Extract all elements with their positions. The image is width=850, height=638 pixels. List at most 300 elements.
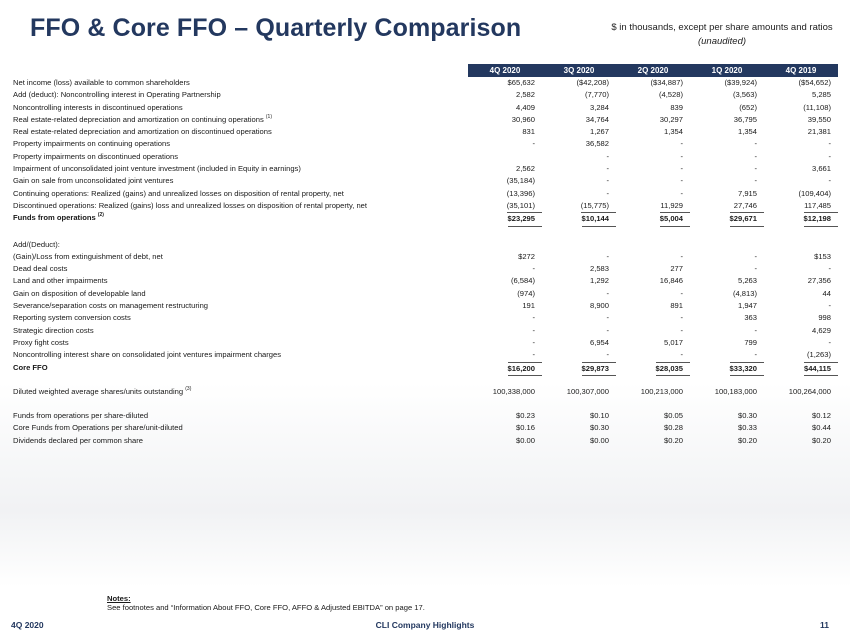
value-text: - xyxy=(680,313,683,323)
value-cell xyxy=(542,422,616,434)
value-text: (35,101) xyxy=(507,200,542,213)
value-cell xyxy=(764,126,838,138)
value-cell xyxy=(468,435,542,447)
value-text: 100,183,000 xyxy=(714,386,757,396)
value-text: 4,629 xyxy=(811,325,831,335)
row-label-text: (Gain)/Loss from extinguishment of debt, net xyxy=(13,251,163,261)
value-cell xyxy=(690,300,764,312)
value-text: $0.44 xyxy=(811,423,831,433)
value-cell xyxy=(764,275,838,287)
value-text: $28,035 xyxy=(656,362,690,376)
table-row xyxy=(13,200,839,212)
value-text: 117,485 xyxy=(804,200,838,213)
value-text: - xyxy=(680,349,690,362)
value-text: 1,292 xyxy=(589,276,609,286)
total-row xyxy=(13,362,839,374)
row-label xyxy=(13,337,468,349)
value-cell xyxy=(616,275,690,287)
row-label xyxy=(13,300,468,312)
value-cell xyxy=(616,300,690,312)
row-label-text: Funds from operations xyxy=(13,213,96,223)
value-cell xyxy=(542,239,616,251)
value-cell xyxy=(468,422,542,434)
value-cell xyxy=(764,114,838,126)
column-header: 3Q 2020 xyxy=(542,64,616,77)
value-cell xyxy=(764,263,838,275)
value-cell xyxy=(690,263,764,275)
value-cell xyxy=(468,410,542,422)
value-text: - xyxy=(532,349,542,362)
value-text: 1,947 xyxy=(737,301,757,311)
value-cell xyxy=(616,239,690,251)
table-row xyxy=(13,175,839,187)
value-text: 2,582 xyxy=(515,90,535,100)
value-cell xyxy=(764,362,838,374)
value-cell xyxy=(616,435,690,447)
value-text: $12,198 xyxy=(804,212,838,226)
row-label xyxy=(13,89,468,101)
value-cell xyxy=(690,175,764,187)
value-cell xyxy=(542,114,616,126)
value-text: $0.28 xyxy=(663,423,683,433)
table-row xyxy=(13,188,839,200)
value-text: $272 xyxy=(518,251,535,261)
value-cell xyxy=(542,263,616,275)
row-label xyxy=(13,114,468,126)
value-text: (4,528) xyxy=(658,90,683,100)
value-text: $10,144 xyxy=(582,212,616,226)
value-text: 277 xyxy=(670,264,683,274)
value-cell xyxy=(764,102,838,114)
value-text: 27,356 xyxy=(807,276,831,286)
value-cell xyxy=(690,163,764,175)
value-text: - xyxy=(680,188,683,198)
value-cell xyxy=(616,212,690,224)
table-row xyxy=(13,410,839,422)
value-text: - xyxy=(532,264,535,274)
table-row xyxy=(13,435,839,447)
value-cell xyxy=(468,163,542,175)
value-cell xyxy=(690,288,764,300)
value-text: - xyxy=(828,151,831,161)
value-cell xyxy=(764,325,838,337)
value-text: - xyxy=(606,349,616,362)
row-label-text: Gain on disposition of developable land xyxy=(13,288,146,298)
value-cell xyxy=(468,325,542,337)
row-label-text: Gain on sale from unconsolidated joint ventures xyxy=(13,176,174,186)
value-cell xyxy=(764,151,838,163)
row-label xyxy=(13,175,468,187)
value-cell xyxy=(764,422,838,434)
value-text: (652) xyxy=(739,102,757,112)
value-text: 1,267 xyxy=(589,127,609,137)
value-cell xyxy=(764,435,838,447)
value-cell xyxy=(542,89,616,101)
section-spacer xyxy=(13,225,839,239)
row-label xyxy=(13,435,468,447)
value-text: (13,396) xyxy=(506,188,535,198)
value-cell xyxy=(468,102,542,114)
value-cell xyxy=(616,422,690,434)
value-cell xyxy=(690,77,764,89)
value-cell xyxy=(764,212,838,224)
value-text: 1,354 xyxy=(663,127,683,137)
value-cell xyxy=(468,175,542,187)
value-text: - xyxy=(754,164,757,174)
row-label xyxy=(13,362,468,374)
value-text: 4,409 xyxy=(515,102,535,112)
value-cell xyxy=(616,200,690,212)
value-cell xyxy=(764,163,838,175)
value-text: - xyxy=(606,325,609,335)
value-cell xyxy=(690,102,764,114)
table-row xyxy=(13,163,839,175)
column-header: 4Q 2019 xyxy=(764,64,838,77)
row-label-text: Diluted weighted average shares/units outstanding xyxy=(13,386,184,396)
row-label xyxy=(13,212,468,224)
ffo-table xyxy=(13,64,839,447)
value-text: - xyxy=(606,288,609,298)
value-text: $0.20 xyxy=(811,435,831,445)
value-text: (4,813) xyxy=(732,288,757,298)
notes xyxy=(107,594,425,612)
value-text: 100,307,000 xyxy=(566,386,609,396)
table-row xyxy=(13,386,839,398)
value-cell xyxy=(690,275,764,287)
value-text: 7,915 xyxy=(737,188,757,198)
value-text: 21,381 xyxy=(807,127,831,137)
row-label xyxy=(13,275,468,287)
row-label-text: Noncontrolling interests in discontinued operations xyxy=(13,102,183,112)
units-line: $ in thousands, except per share amounts and ratios xyxy=(611,22,833,33)
page-title: FFO & Core FFO – Quarterly Comparison xyxy=(30,14,522,42)
value-text: - xyxy=(754,139,757,149)
value-cell xyxy=(616,325,690,337)
value-cell xyxy=(468,138,542,150)
value-cell xyxy=(764,138,838,150)
value-text: 3,661 xyxy=(811,164,831,174)
value-text: ($39,924) xyxy=(724,78,757,87)
table-body xyxy=(13,77,839,447)
footer xyxy=(0,615,850,638)
value-text: $16,200 xyxy=(508,362,542,376)
value-cell xyxy=(764,386,838,398)
value-text: 998 xyxy=(818,313,831,323)
row-label-text: Dividends declared per common share xyxy=(13,435,144,445)
notes-text: See footnotes and “Information About FFO, Core FFO, AFFO & Adjusted EBITDA” on page 17. xyxy=(107,603,425,612)
value-text: $0.00 xyxy=(515,435,535,445)
value-cell xyxy=(616,126,690,138)
value-text: 5,263 xyxy=(737,276,757,286)
value-cell xyxy=(542,151,616,163)
value-cell xyxy=(616,410,690,422)
row-label xyxy=(13,422,468,434)
value-cell xyxy=(690,200,764,212)
value-cell xyxy=(690,362,764,374)
row-label xyxy=(13,188,468,200)
value-text: ($54,652) xyxy=(798,78,831,87)
value-cell xyxy=(764,288,838,300)
value-cell xyxy=(542,312,616,324)
table-row xyxy=(13,126,839,138)
row-label xyxy=(13,151,468,163)
value-text: 27,746 xyxy=(734,200,764,213)
value-cell xyxy=(764,239,838,251)
table-row xyxy=(13,422,839,434)
value-cell xyxy=(616,163,690,175)
value-text: $0.12 xyxy=(811,411,831,421)
row-label xyxy=(13,312,468,324)
table-row xyxy=(13,275,839,287)
value-text: 831 xyxy=(522,127,535,137)
value-text: - xyxy=(754,176,757,186)
table-row xyxy=(13,251,839,263)
value-cell xyxy=(690,89,764,101)
value-cell xyxy=(542,435,616,447)
row-label-text: Severance/separation costs on management restructuring xyxy=(13,301,209,311)
row-label-text: Real estate-related depreciation and amortization on discontinued operations xyxy=(13,127,272,137)
value-text: - xyxy=(606,164,609,174)
column-header: 4Q 2020 xyxy=(468,64,542,77)
value-text: - xyxy=(680,164,683,174)
value-cell xyxy=(468,212,542,224)
value-cell xyxy=(542,163,616,175)
table-row xyxy=(13,288,839,300)
footer-period: 4Q 2020 xyxy=(11,620,44,630)
value-text: - xyxy=(606,188,609,198)
section-spacer xyxy=(13,398,839,410)
value-cell xyxy=(468,349,542,361)
value-cell xyxy=(468,114,542,126)
value-text: - xyxy=(828,176,831,186)
value-cell xyxy=(616,386,690,398)
value-text: $0.33 xyxy=(737,423,757,433)
value-text: $0.23 xyxy=(515,411,535,421)
value-text: 891 xyxy=(670,301,683,311)
value-text: - xyxy=(680,288,683,298)
value-text: - xyxy=(754,325,757,335)
footnote-marker: (2) xyxy=(97,212,104,219)
value-cell xyxy=(764,188,838,200)
table-row xyxy=(13,312,839,324)
row-label-text: Discontinued operations: Realized (gains) loss and unrealized losses on disposition of rental property, net xyxy=(13,200,368,210)
value-text: 8,900 xyxy=(589,301,609,311)
column-header: 2Q 2020 xyxy=(616,64,690,77)
value-text: $0.00 xyxy=(589,435,609,445)
value-cell xyxy=(690,251,764,263)
table-header xyxy=(13,64,839,77)
value-text: - xyxy=(680,151,683,161)
row-label xyxy=(13,138,468,150)
row-label-text: Property impairments on discontinued operations xyxy=(13,151,179,161)
value-cell xyxy=(468,275,542,287)
value-cell xyxy=(690,312,764,324)
value-cell xyxy=(616,114,690,126)
value-cell xyxy=(616,349,690,361)
value-cell xyxy=(542,300,616,312)
value-text: - xyxy=(532,313,535,323)
row-label-text: Reporting system conversion costs xyxy=(13,313,131,323)
value-cell xyxy=(690,386,764,398)
table-row xyxy=(13,151,839,163)
footnote-marker: (1) xyxy=(265,113,273,120)
value-cell xyxy=(468,151,542,163)
value-text: 100,264,000 xyxy=(788,386,831,396)
row-label-text: Core Funds from Operations per share/unit-diluted xyxy=(13,423,183,433)
value-cell xyxy=(690,435,764,447)
value-cell xyxy=(764,312,838,324)
footnote-marker: (3) xyxy=(185,385,192,392)
value-text: 30,297 xyxy=(659,114,683,124)
row-label-text: Add/(Deduct): xyxy=(13,239,60,249)
value-text: $0.16 xyxy=(515,423,535,433)
value-text: (1,263) xyxy=(807,349,838,362)
row-label xyxy=(13,251,468,263)
page-number: 11 xyxy=(820,620,829,630)
value-text: 36,795 xyxy=(733,114,757,124)
table-row xyxy=(13,300,839,312)
total-row xyxy=(13,212,839,224)
value-cell xyxy=(542,410,616,422)
value-cell xyxy=(468,188,542,200)
value-cell xyxy=(690,325,764,337)
row-label xyxy=(13,410,468,422)
value-text: - xyxy=(606,313,609,323)
value-cell xyxy=(764,175,838,187)
value-text: 39,550 xyxy=(807,114,831,124)
value-cell xyxy=(468,251,542,263)
value-cell xyxy=(468,386,542,398)
value-text: $5,004 xyxy=(660,212,690,226)
value-text: $33,320 xyxy=(730,362,764,376)
value-text: - xyxy=(680,176,683,186)
value-text: 44 xyxy=(822,288,831,298)
value-text: (35,184) xyxy=(506,176,535,186)
row-label-text: Strategic direction costs xyxy=(13,325,94,335)
table-row xyxy=(13,337,839,349)
value-text: 3,284 xyxy=(589,102,609,112)
value-text: (3,563) xyxy=(732,90,757,100)
value-cell xyxy=(690,126,764,138)
value-text: 839 xyxy=(670,102,683,112)
value-cell xyxy=(542,188,616,200)
row-label-text: Real estate-related depreciation and amortization on continuing operations xyxy=(13,114,264,124)
value-cell xyxy=(542,349,616,361)
row-label-text: Impairment of unconsolidated joint venture investment (included in Equity in earnings) xyxy=(13,164,301,174)
value-text: - xyxy=(532,337,535,347)
value-text: - xyxy=(828,301,831,311)
row-label xyxy=(13,349,468,361)
value-text: 191 xyxy=(522,301,535,311)
value-cell xyxy=(468,126,542,138)
value-cell xyxy=(542,200,616,212)
value-cell xyxy=(690,212,764,224)
row-label-text: Proxy fight costs xyxy=(13,337,69,347)
value-text: - xyxy=(754,151,757,161)
value-cell xyxy=(542,288,616,300)
value-text: - xyxy=(532,325,535,335)
value-cell xyxy=(690,422,764,434)
value-text: 799 xyxy=(744,337,757,347)
value-text: 30,960 xyxy=(511,114,535,124)
value-cell xyxy=(542,275,616,287)
row-label xyxy=(13,126,468,138)
value-cell xyxy=(468,288,542,300)
row-label xyxy=(13,288,468,300)
value-cell xyxy=(616,337,690,349)
value-cell xyxy=(764,251,838,263)
value-cell xyxy=(690,349,764,361)
value-text: (6,584) xyxy=(510,276,535,286)
value-text: $0.30 xyxy=(737,411,757,421)
row-label-text: Property impairments on continuing operations xyxy=(13,139,171,149)
value-cell xyxy=(764,349,838,361)
row-label xyxy=(13,102,468,114)
value-text: 5,017 xyxy=(663,337,683,347)
row-label xyxy=(13,325,468,337)
row-label-text: Add (deduct): Noncontrolling interest in Operating Partnership xyxy=(13,90,221,100)
row-label-text: Noncontrolling interest share on consolidated joint ventures impairment charges xyxy=(13,350,282,360)
value-text: ($42,208) xyxy=(576,78,609,87)
value-cell xyxy=(468,200,542,212)
table-row xyxy=(13,239,839,251)
value-text: (7,770) xyxy=(584,90,609,100)
section-spacer xyxy=(13,374,839,386)
value-text: (974) xyxy=(517,288,535,298)
value-text: $23,295 xyxy=(508,212,542,226)
value-text: $29,873 xyxy=(582,362,616,376)
value-cell xyxy=(468,362,542,374)
row-label-text: Continuing operations: Realized (gains) and unrealized losses on disposition of rental property, net xyxy=(13,188,344,198)
value-cell xyxy=(542,386,616,398)
row-label xyxy=(13,200,468,212)
value-cell xyxy=(616,102,690,114)
value-text: - xyxy=(532,139,535,149)
value-text: - xyxy=(680,139,683,149)
value-cell xyxy=(616,175,690,187)
value-text: 2,583 xyxy=(589,264,609,274)
footer-title: CLI Company Highlights xyxy=(375,620,475,630)
value-text: $0.20 xyxy=(737,435,757,445)
value-text: 5,285 xyxy=(811,90,831,100)
value-text: - xyxy=(606,251,609,261)
table-row xyxy=(13,114,839,126)
row-label-text: Net income (loss) available to common shareholders xyxy=(13,78,190,87)
value-text: ($34,887) xyxy=(650,78,683,87)
table-row xyxy=(13,349,839,361)
value-text: 16,846 xyxy=(659,276,683,286)
value-cell xyxy=(616,312,690,324)
value-cell xyxy=(616,151,690,163)
value-text: 11,929 xyxy=(660,200,690,213)
value-cell xyxy=(764,410,838,422)
value-text: - xyxy=(606,176,609,186)
value-text: $0.10 xyxy=(589,411,609,421)
value-cell xyxy=(764,300,838,312)
value-text: - xyxy=(754,251,757,261)
value-cell xyxy=(468,239,542,251)
unaudited-note: (unaudited) xyxy=(697,36,747,47)
table-row xyxy=(13,325,839,337)
value-text: $153 xyxy=(814,251,831,261)
value-text: $44,115 xyxy=(804,362,838,376)
value-cell xyxy=(542,337,616,349)
value-text: - xyxy=(680,251,683,261)
value-cell xyxy=(616,89,690,101)
value-cell xyxy=(542,138,616,150)
value-cell xyxy=(468,263,542,275)
value-cell xyxy=(542,251,616,263)
